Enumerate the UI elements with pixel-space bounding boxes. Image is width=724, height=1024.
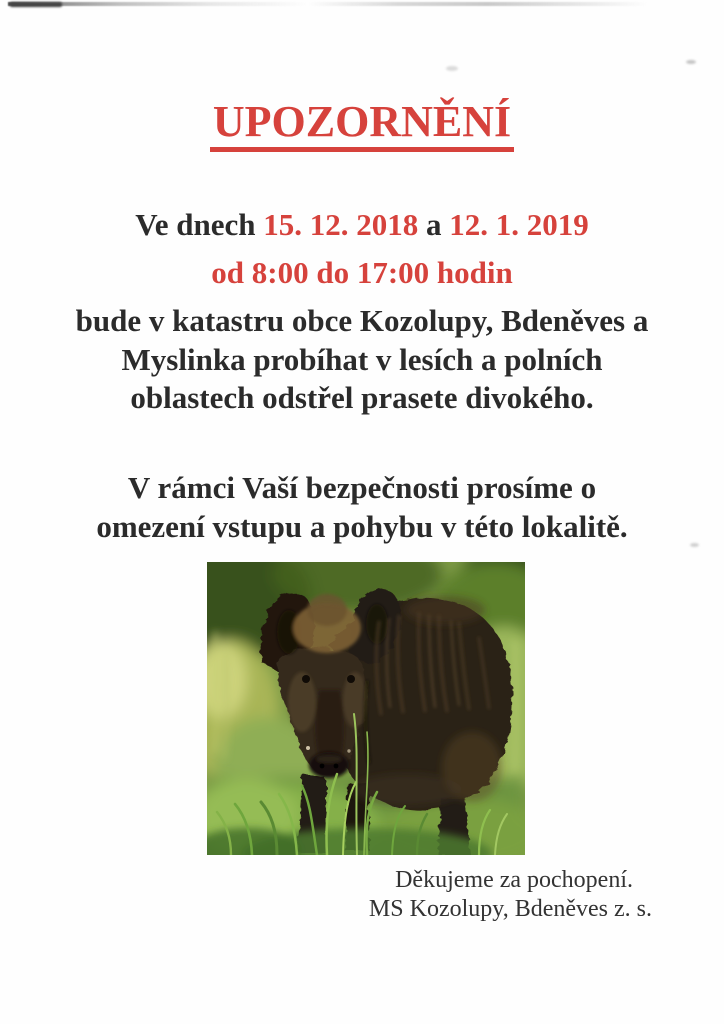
date-first: 15. 12. 2018 — [263, 207, 419, 242]
date-second: 12. 1. 2019 — [449, 207, 589, 242]
scan-artifact-blob — [10, 2, 62, 7]
notice-title-text: UPOZORNĚNÍ — [210, 100, 514, 152]
body-paragraph-line: Myslinka probíhat v lesích a polních — [121, 341, 603, 377]
safety-paragraph-line: V rámci Vaší bezpečnosti prosíme o — [127, 470, 597, 505]
time-line: od 8:00 do 17:00 hodin — [211, 255, 513, 290]
scan-artifact-speck — [686, 60, 696, 64]
date-prefix: Ve dnech — [135, 207, 264, 242]
scan-artifact-top-line — [8, 2, 648, 6]
body-paragraph-line: bude v katastru obce Kozolupy, Bdeněves a — [75, 303, 649, 338]
date-line — [0, 207, 724, 243]
scan-artifact-speck — [446, 66, 458, 71]
wild-boar-photo — [207, 562, 525, 855]
notice-title — [0, 97, 724, 152]
safety-paragraph-line: omezení vstupu a pohybu v této lokalitě. — [96, 509, 628, 544]
footer-signature — [369, 866, 652, 924]
footer-organization-line: MS Kozolupy, Bdeněves z. s. — [368, 896, 652, 922]
wild-boar-illustration — [207, 562, 525, 855]
body-paragraph — [0, 302, 724, 418]
body-paragraph-line: oblastech odstřel prasete divokého. — [130, 380, 594, 415]
footer-thanks-line: Děkujeme za pochopení. — [395, 867, 633, 893]
safety-paragraph — [0, 468, 724, 546]
date-conjunction: a — [418, 207, 450, 242]
